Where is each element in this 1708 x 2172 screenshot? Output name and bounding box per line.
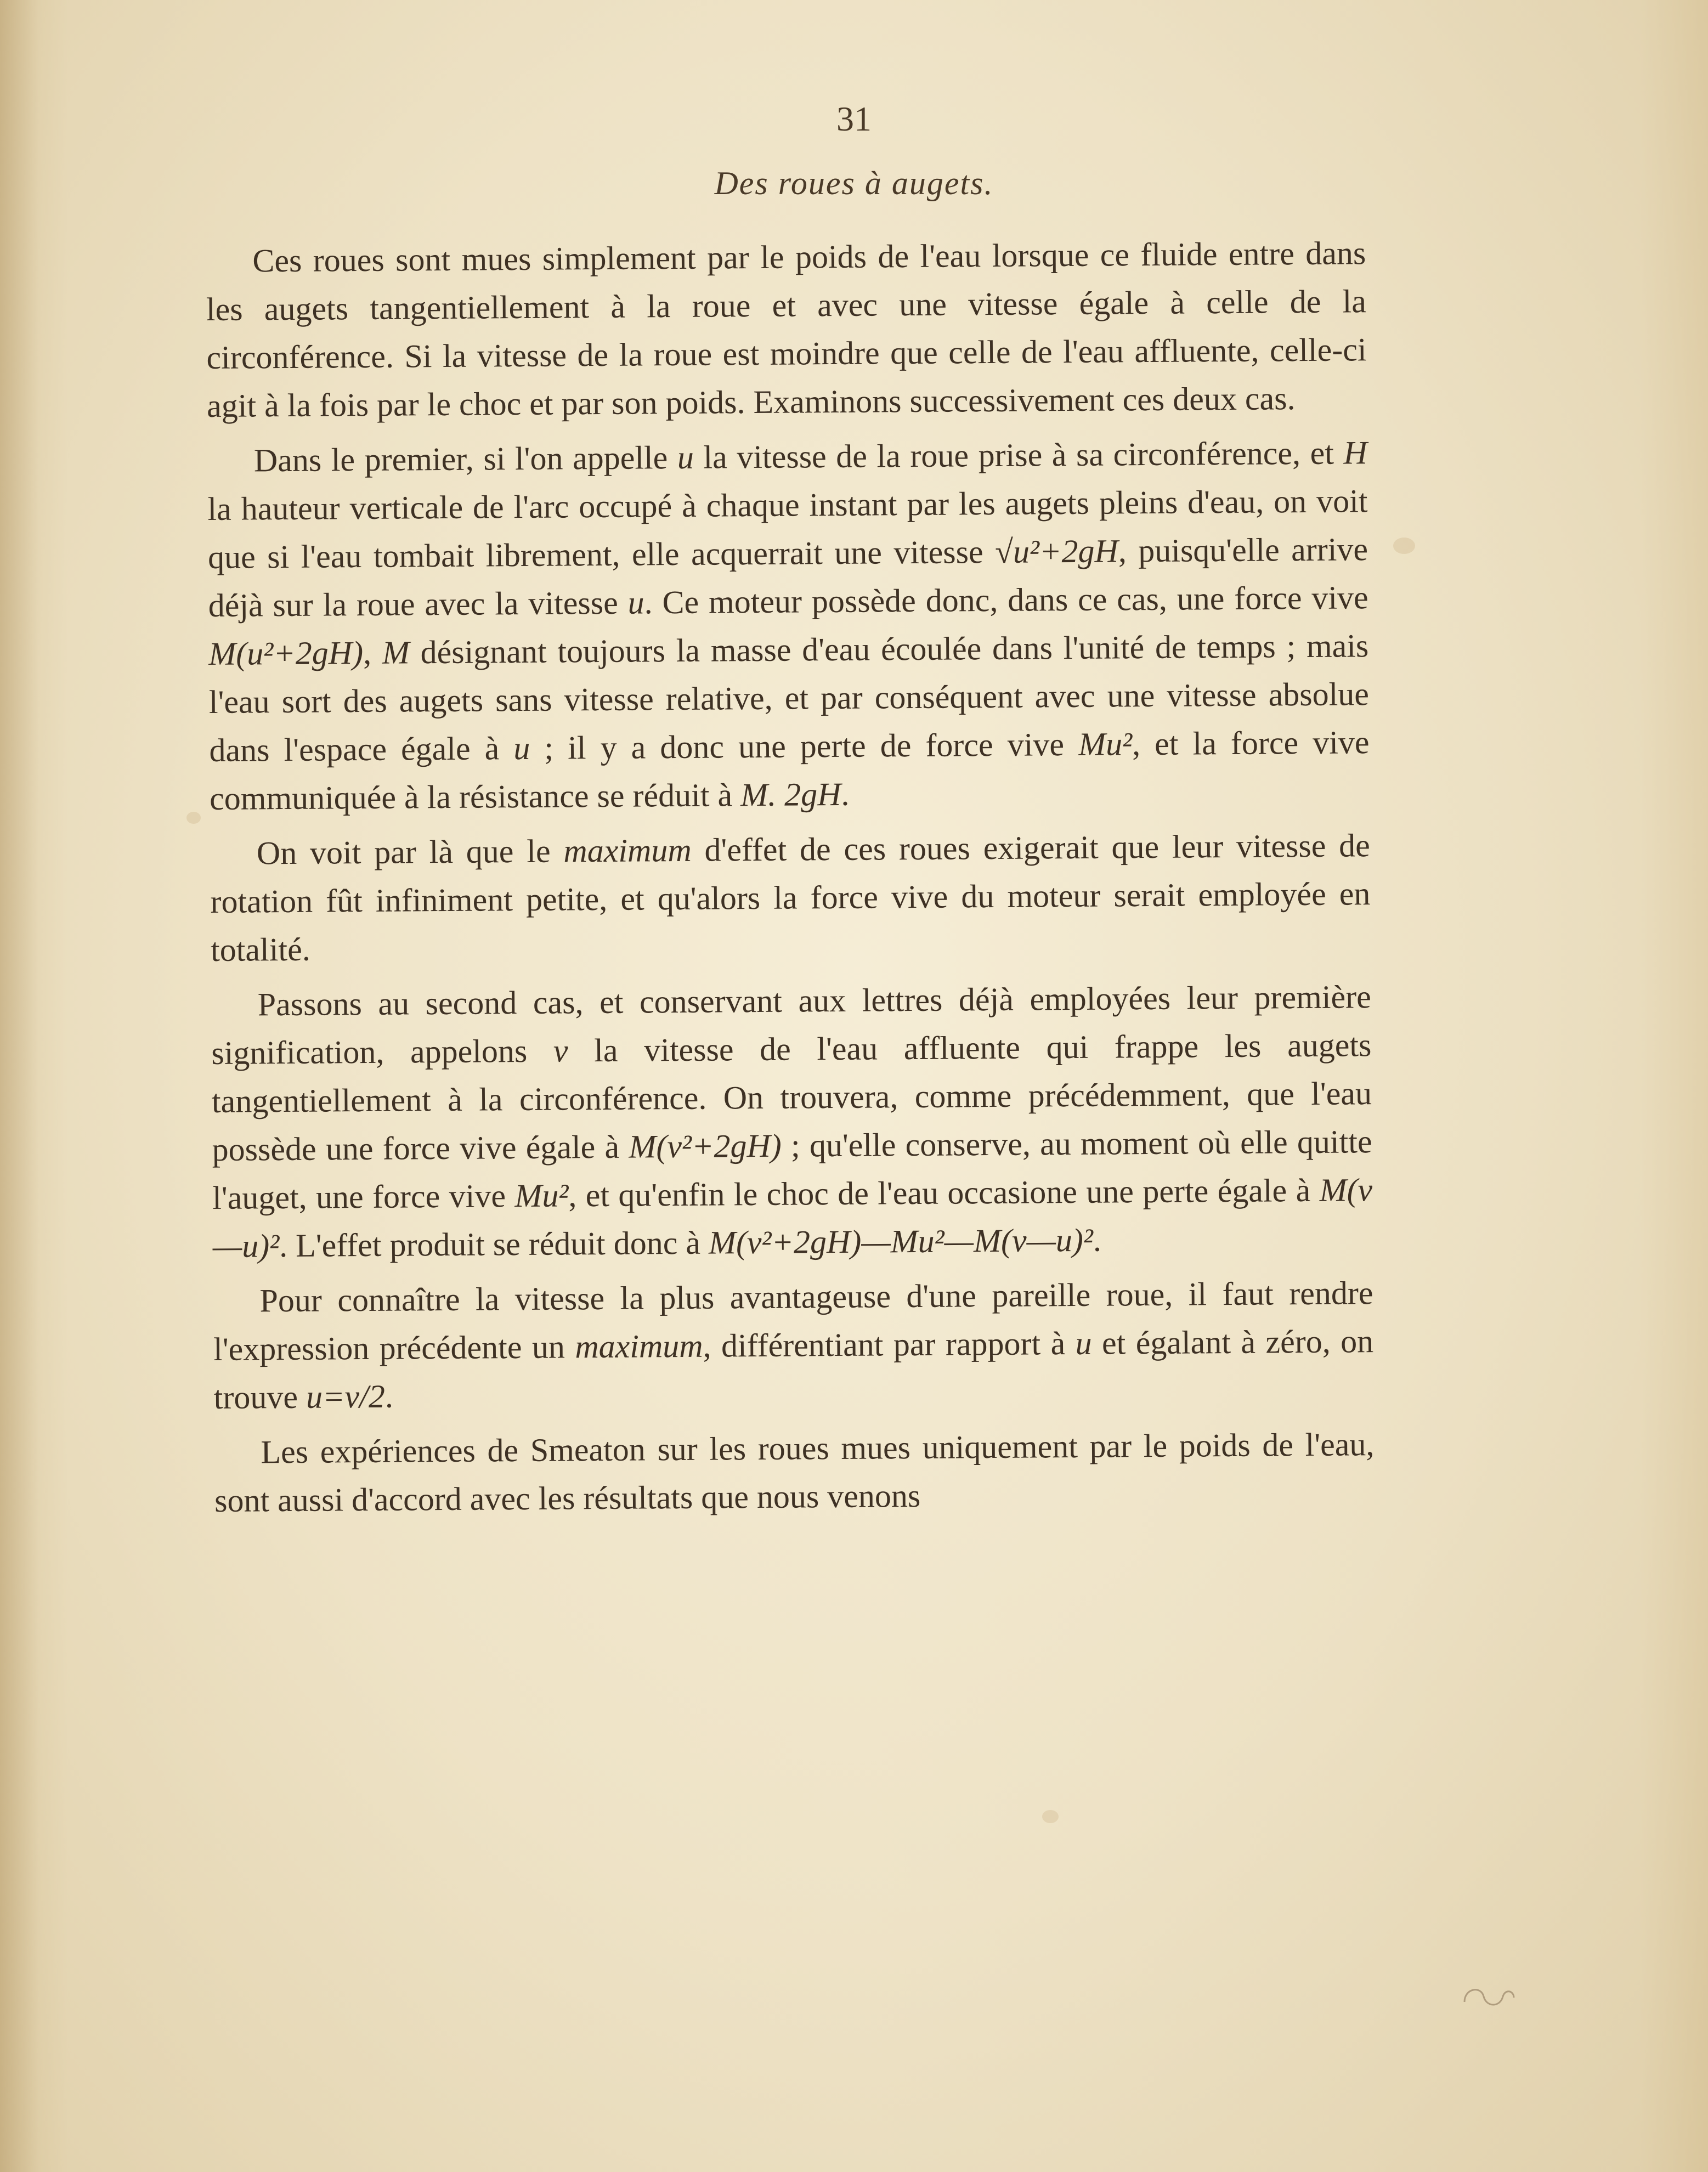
math-symbol: v xyxy=(553,1032,568,1069)
math-symbol: H xyxy=(1343,434,1368,471)
emphasis: maximum xyxy=(575,1327,703,1365)
body-text xyxy=(206,229,1375,1531)
math-symbol: u xyxy=(513,729,530,767)
math-expression: u=v/2 xyxy=(306,1378,386,1415)
foxing-spot xyxy=(186,812,201,824)
foxing-spot xyxy=(1042,1810,1059,1823)
math-symbol: u xyxy=(627,584,644,621)
emphasis: maximum xyxy=(563,832,692,869)
math-expression: √u²+2gH xyxy=(994,533,1119,570)
section-title: Des roues à augets. xyxy=(714,165,994,201)
paragraph: Dans le premier, si l'on appelle u la vitesse de la roue prise à sa circonférence, et H la hauteur verticale de l'arc occupé à chaque instant par les augets pleins d'eau, on voit que si l'eau tombait librement, elle acquerrait une vitesse √u²+2gH, puisqu'elle arrive déjà sur la roue avec la vitesse u. Ce moteur possède donc, dans ce cas, une force vive M(u²+2gH), M désignant toujours la masse d'eau écoulée dans l'unité de temps ; mais l'eau sort des augets sans vitesse relative, et par conséquent avec une vitesse absolue dans l'espace égale à u ; il y a donc une perte de force vive Mu², et la force vive communiquée à la résistance se réduit à M. 2gH. xyxy=(207,434,1370,817)
paragraph: Les expériences de Smeaton sur les roues mues uniquement par le poids de l'eau, sont aussi d'accord avec les résultats que nous venons xyxy=(214,1426,1375,1519)
math-expression: M(v—u)² xyxy=(212,1172,1373,1264)
binding-shadow xyxy=(0,0,38,2172)
page-number: 31 xyxy=(836,99,872,138)
paragraph: Passons au second cas, et conservant aux lettres déjà employées leur première signification, appelons v la vitesse de l'eau affluente qui frappe les augets tangentiellement à la circonférence. On trouvera, comme précédemment, que l'eau possède une force vive égale à M(v²+2gH) ; qu'elle conserve, au moment où elle quitte l'auget, une force vive Mu², et qu'enfin le choc de l'eau occasione une perte égale à M(v—u)². L'effet produit se réduit donc à M(v²+2gH)—Mu²—M(v—u)². xyxy=(211,978,1373,1264)
math-expression: M. 2gH xyxy=(740,776,841,813)
paragraph: On voit par là que le maximum d'effet de ces roues exigerait que leur vitesse de rotation fût infiniment petite, et qu'alors la force vive du moteur serait employée en totalité. xyxy=(210,827,1371,968)
math-symbol: u xyxy=(1075,1325,1092,1361)
math-expression: Mu² xyxy=(1078,726,1133,762)
math-expression: Mu² xyxy=(514,1177,569,1214)
math-expression: M(v²+2gH)—Mu²—M(v—u)² xyxy=(708,1221,1094,1261)
ink-mark-icon xyxy=(1459,1980,1519,2013)
math-symbol: u xyxy=(677,439,694,476)
foxing-spot xyxy=(1393,538,1415,554)
paragraph: Pour connaître la vitesse la plus avantageuse d'une pareille roue, il faut rendre l'expression précédente un maximum, différentiant par rapport à u et égalant à zéro, on trouve u=v/2. xyxy=(213,1275,1374,1416)
math-expression: M(v²+2gH) xyxy=(629,1127,782,1165)
math-symbol: M xyxy=(382,634,410,671)
math-expression: M(u²+2gH) xyxy=(208,635,364,672)
paragraph: Ces roues sont mues simplement par le poids de l'eau lorsque ce fluide entre dans les augets tangentiellement à la roue et avec une vitesse égale à celle de la circonférence. Si la vitesse de la roue est moindre que celle de l'eau affluente, celle-ci agit à la fois par le choc et par son poids. Examinons successivement ces deux cas. xyxy=(206,235,1367,424)
